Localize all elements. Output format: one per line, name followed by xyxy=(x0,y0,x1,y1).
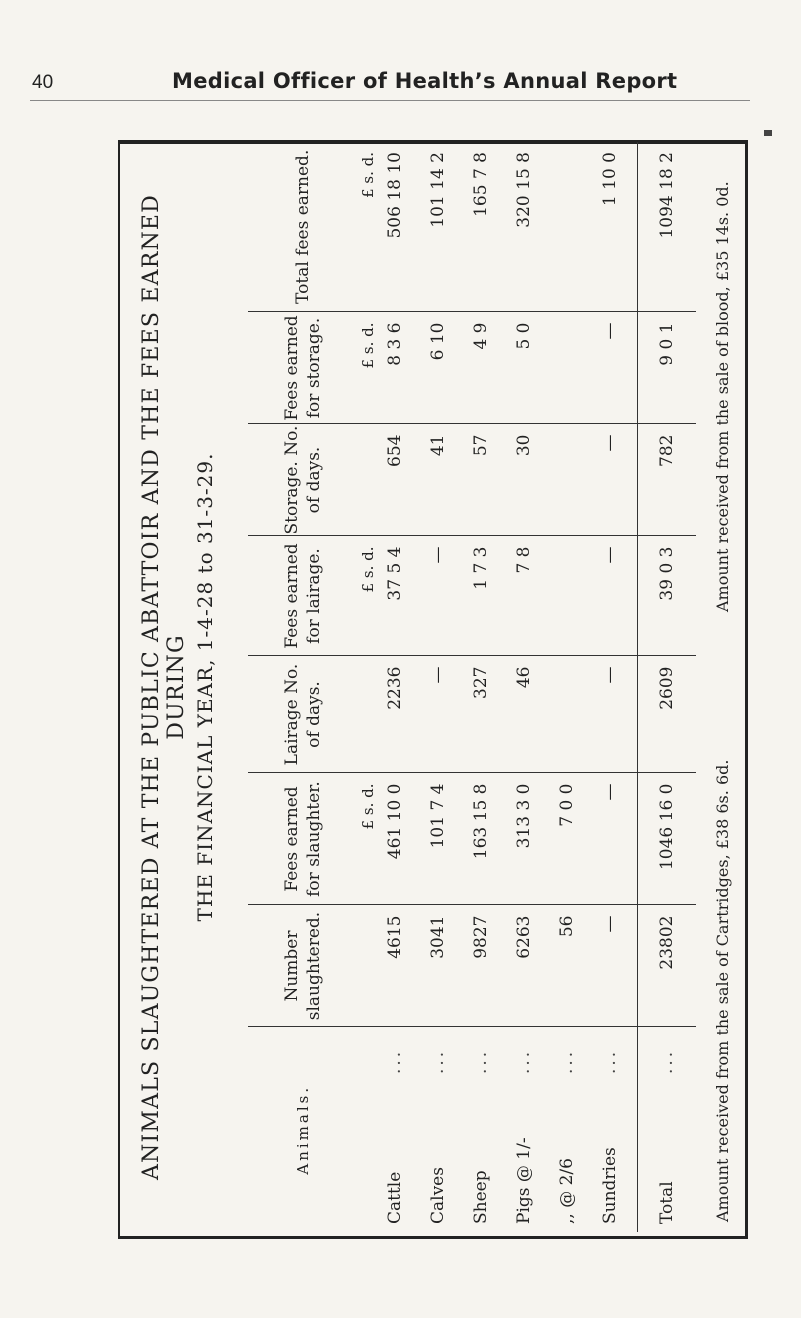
page-number: 40 xyxy=(32,72,54,93)
table-title-line1: ANIMALS SLAUGHTERED AT THE PUBLIC ABATTOIR AND THE FEES EARNED DURING xyxy=(139,193,189,1181)
scan-mark xyxy=(764,130,772,136)
row-animal: ,, @ 2/6 xyxy=(557,1158,578,1224)
table-row: ,, @ 2/6... 56 7 0 0 xyxy=(550,142,593,1232)
cell-total-fees: 506 18 10 xyxy=(378,142,421,312)
total-lairage-days: 2609 xyxy=(637,656,696,773)
rotated-table-page xyxy=(121,142,743,1232)
row-animal: Sheep xyxy=(471,1170,492,1224)
table-row: Cattle... 4615 461 10 0 2236 37 5 4 654 8 3 6 506 18 10 xyxy=(378,142,421,1232)
table-header-row xyxy=(248,142,358,1232)
header-fees-lairage: Fees earned for lairage. xyxy=(248,536,358,656)
cell-total-fees: 320 15 8 xyxy=(507,142,550,312)
total-fees-lairage: 39 0 3 xyxy=(637,536,696,656)
total-fees-slaughter: 1046 16 0 xyxy=(637,773,696,905)
note-blood: Amount received from the sale of blood, £35 14s. 0d. xyxy=(713,181,732,612)
cell-fees-lairage: 1 7 3 xyxy=(464,536,507,656)
units-total: £ s. d. xyxy=(358,142,378,312)
cell-fees-lairage: — xyxy=(421,536,464,656)
cell-fees-slaughter: 101 7 4 xyxy=(421,773,464,905)
total-storage-days: 782 xyxy=(637,424,696,536)
table-row: Calves... 3041 101 7 4 — — 41 6 10 101 14 2 xyxy=(421,142,464,1232)
money-units-row xyxy=(358,142,378,1232)
header-storage-days: Storage. No. of days. xyxy=(248,424,358,536)
cell-fees-storage: 5 0 xyxy=(507,312,550,424)
row-animal: Pigs @ 1/- xyxy=(514,1137,535,1224)
cell-total-fees xyxy=(550,142,593,312)
cell-fees-slaughter: 461 10 0 xyxy=(378,773,421,905)
table-border-left xyxy=(118,140,120,1239)
row-animal: Calves xyxy=(428,1167,449,1224)
table-title-line2: THE FINANCIAL YEAR, 1-4-28 to 31-3-29. xyxy=(193,452,217,922)
cell-number: 56 xyxy=(550,905,593,1027)
cell-number: 4615 xyxy=(378,905,421,1027)
running-title: Medical Officer of Health’s Annual Report xyxy=(172,69,678,93)
total-total-fees: 1094 18 2 xyxy=(637,142,696,312)
cell-lairage-days: — xyxy=(593,656,637,773)
cell-fees-slaughter: — xyxy=(593,773,637,905)
page-header xyxy=(0,62,801,102)
units-storage: £ s. d. xyxy=(358,312,378,424)
total-number: 23802 xyxy=(637,905,696,1027)
cell-fees-lairage: — xyxy=(593,536,637,656)
total-label: Total xyxy=(656,1181,677,1224)
header-animals: Animals. xyxy=(294,1084,312,1175)
cell-number: 3041 xyxy=(421,905,464,1027)
cell-fees-lairage xyxy=(550,536,593,656)
table-row: Sheep... 9827 163 15 8 327 1 7 3 57 4 9 165 7 8 xyxy=(464,142,507,1232)
cell-fees-storage: 8 3 6 xyxy=(378,312,421,424)
cell-fees-storage: — xyxy=(593,312,637,424)
total-fees-storage: 9 0 1 xyxy=(637,312,696,424)
units-slaughter: £ s. d. xyxy=(358,773,378,905)
cell-fees-slaughter: 163 15 8 xyxy=(464,773,507,905)
cell-storage-days: 30 xyxy=(507,424,550,536)
table-footnotes xyxy=(713,142,741,1232)
abattoir-fees-table xyxy=(248,142,696,1232)
cell-storage-days: 41 xyxy=(421,424,464,536)
cell-fees-lairage: 7 8 xyxy=(507,536,550,656)
cell-fees-storage: 6 10 xyxy=(421,312,464,424)
table-border-right xyxy=(745,140,748,1239)
header-fees-storage: Fees earned for storage. xyxy=(248,312,358,424)
cell-storage-days xyxy=(550,424,593,536)
table-total-row: Total... 23802 1046 16 0 2609 39 0 3 782 9 0 1 1094 18 2 xyxy=(637,142,696,1232)
cell-storage-days: 57 xyxy=(464,424,507,536)
cell-fees-slaughter: 7 0 0 xyxy=(550,773,593,905)
cell-number: 6263 xyxy=(507,905,550,1027)
cell-fees-slaughter: 313 3 0 xyxy=(507,773,550,905)
cell-number: 9827 xyxy=(464,905,507,1027)
table-row: Pigs @ 1/-... 6263 313 3 0 46 7 8 30 5 0 320 15 8 xyxy=(507,142,550,1232)
note-cartridges: Amount received from the sale of Cartridges, £38 6s. 6d. xyxy=(713,759,732,1222)
row-animal: Cattle xyxy=(385,1171,405,1224)
table-border-bottom xyxy=(118,1236,748,1239)
cell-total-fees: 1 10 0 xyxy=(593,142,637,312)
row-animal: Sundries xyxy=(600,1147,621,1224)
cell-lairage-days: 46 xyxy=(507,656,550,773)
cell-fees-storage: 4 9 xyxy=(464,312,507,424)
table-row: Sundries... — — — — — — 1 10 0 xyxy=(593,142,637,1232)
cell-lairage-days xyxy=(550,656,593,773)
header-rule xyxy=(30,100,750,101)
cell-number: — xyxy=(593,905,637,1027)
cell-fees-lairage: 37 5 4 xyxy=(378,536,421,656)
cell-storage-days: — xyxy=(593,424,637,536)
units-lairage: £ s. d. xyxy=(358,536,378,656)
table-title-block xyxy=(121,142,246,1232)
cell-lairage-days: 327 xyxy=(464,656,507,773)
cell-total-fees: 101 14 2 xyxy=(421,142,464,312)
cell-lairage-days: 2236 xyxy=(378,656,421,773)
cell-lairage-days: — xyxy=(421,656,464,773)
header-lairage-days: Lairage No. of days. xyxy=(248,656,358,773)
cell-fees-storage xyxy=(550,312,593,424)
header-fees-slaughter: Fees earned for slaughter. xyxy=(248,773,358,905)
header-total-fees: Total fees earned. xyxy=(248,142,358,312)
cell-total-fees: 165 7 8 xyxy=(464,142,507,312)
cell-storage-days: 654 xyxy=(378,424,421,536)
header-number-slaughtered: Number slaughtered. xyxy=(248,905,358,1027)
